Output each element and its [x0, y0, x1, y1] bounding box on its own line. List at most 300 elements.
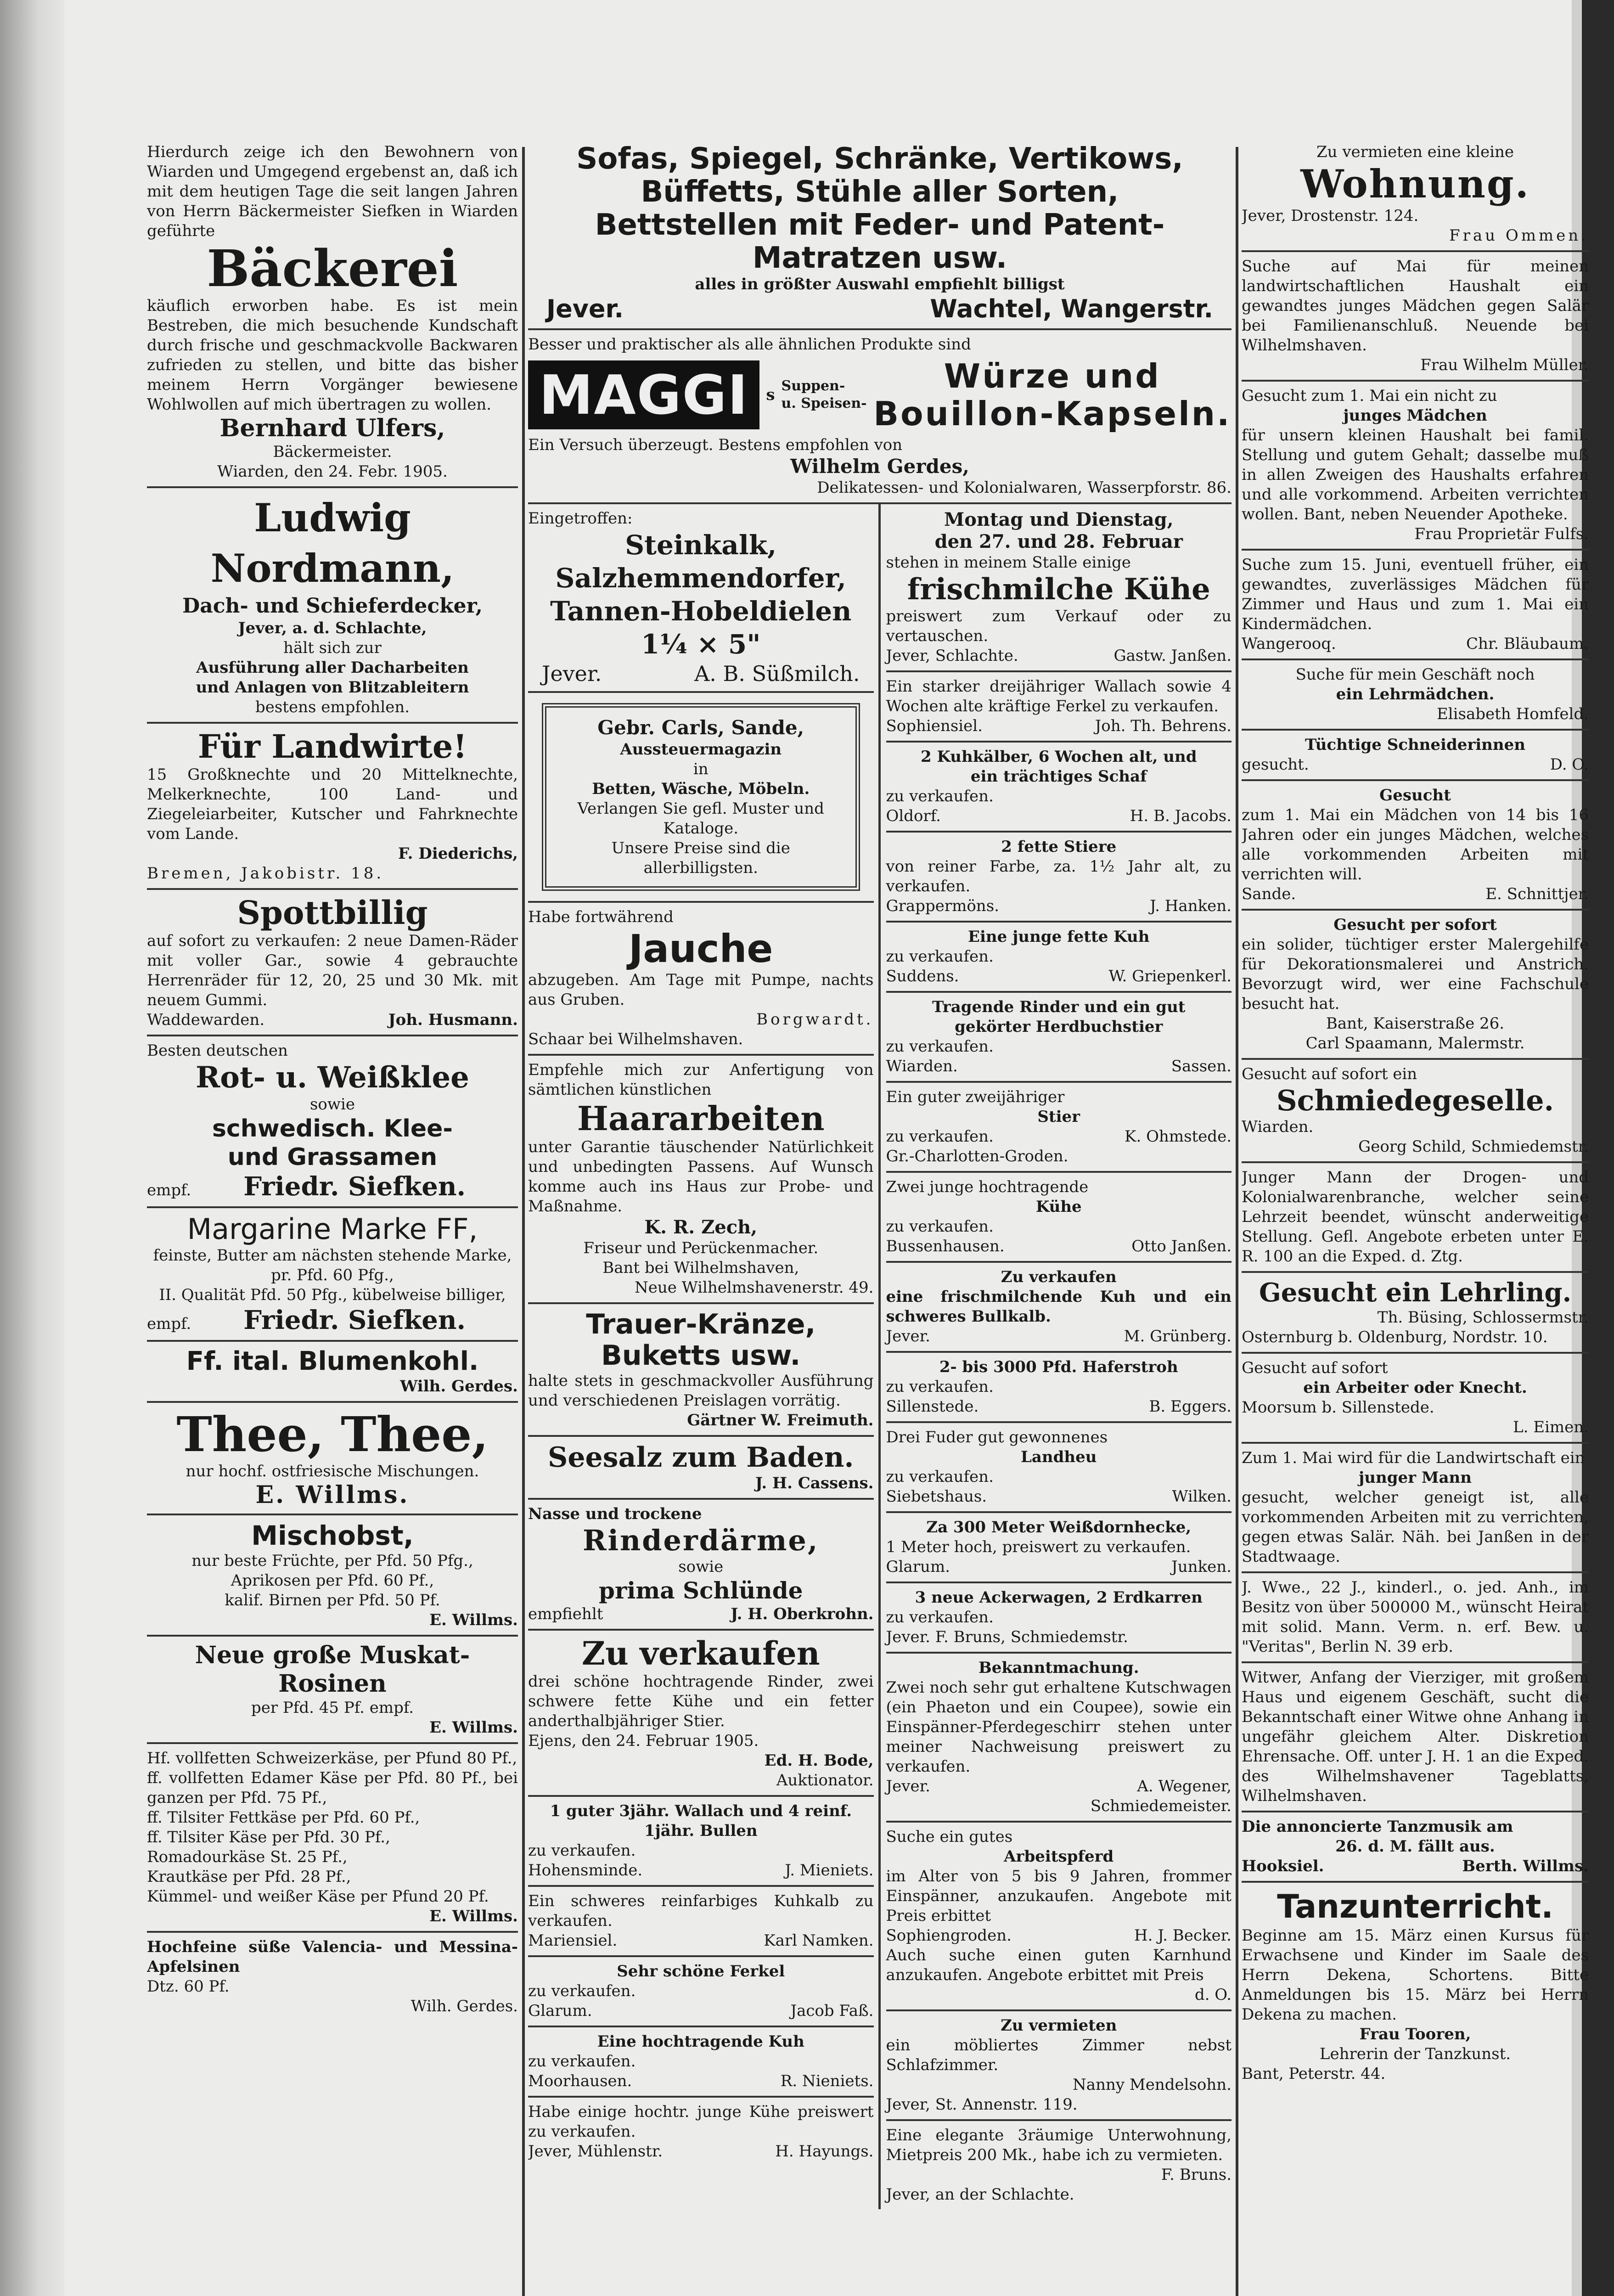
ad-text: Suppen-: [781, 378, 845, 394]
ad-headline: Wohnung.: [1300, 161, 1530, 207]
ad-text: Ein starker dreijähriger Wallach sowie 4 Wochen alte kräftige Ferkel zu verkaufen.: [886, 677, 1232, 715]
ad-signature: d. O.: [1194, 1986, 1232, 2004]
ad-headline: Spottbillig: [237, 894, 428, 932]
ad-text: Bant bei Wilhelmshaven,: [602, 1259, 799, 1277]
ad-headline: Sehr schöne Ferkel: [617, 1962, 785, 1981]
ad-text: sowie: [678, 1558, 724, 1576]
ad-text: Krautkäse per Pfd. 28 Pf.,: [147, 1868, 351, 1886]
ad-headline: Landheu: [1020, 1448, 1097, 1466]
ad-headline: Für Landwirte!: [197, 727, 467, 765]
ad-headline: Tragende Rinder und ein gut: [932, 998, 1186, 1016]
ad-signature: Jever. F. Bruns, Schmiedemstr.: [886, 1628, 1128, 1646]
ad-spottbillig: [147, 890, 518, 1036]
ad-signature: Joh. Husmann.: [388, 1011, 518, 1029]
ad-text: nur beste Früchte, per Pfd. 50 Pfg.,: [191, 1552, 473, 1570]
ad-headline: Zu vermieten: [1001, 2016, 1117, 2035]
ad-text: feinste, Butter am nächsten stehende Marke, pr. Pfd. 60 Pfg.,: [153, 1246, 512, 1284]
ad-text: Dtz. 60 Pf.: [147, 1977, 230, 1996]
ad-signature: J. H. Oberkrohn.: [731, 1605, 874, 1623]
ad-rinder: [528, 1500, 874, 1631]
ad-signature: Wilhelm Gerdes,: [790, 455, 969, 478]
ad-signature: Otto Janßen.: [1131, 1237, 1232, 1255]
ad-text: Zwei noch sehr gut erhaltene Kutschwagen (ein Phaeton und ein Coupee), sowie ein Einspänner-Pferdegeschirr stehen unter meiner Nachweisung preiswert zu verkaufen.: [886, 1678, 1232, 1776]
ad-text: Zwei junge hochtragende: [886, 1178, 1089, 1196]
ad-headline: Zu verkaufen: [1001, 1268, 1117, 1286]
ad-headline: Tanzunterricht.: [1277, 1888, 1553, 1925]
middle-subcolumns: [528, 504, 1232, 2209]
ad-text: Drei Fuder gut gewonnenes: [886, 1428, 1108, 1446]
ad-text: Hf. vollfetten Schweizerkäse, per Pfund 80 Pf.,: [147, 1749, 517, 1767]
ad-text: Junger Mann der Drogen- und Kolonialwarenbranche, welcher seine Lehrzeit beendet, wünscht anderweitige Stellung. Gefl. Angebote erbeten unter E. R. 100 an die Exped. d. Ztg.: [1242, 1168, 1589, 1266]
ad-text: Ein guter zweijähriger: [886, 1088, 1065, 1106]
ad-signature: Wilh. Gerdes.: [411, 1997, 518, 2015]
ad-text: Wiarden, den 24. Febr. 1905.: [217, 462, 448, 481]
ad-blumenkohl: [147, 1342, 518, 1403]
ad-place: Glarum.: [528, 2002, 592, 2020]
ad-headline: Neue große Muskat-Rosinen: [195, 1641, 470, 1698]
ad-signature: D. O.: [1550, 755, 1589, 774]
ad-headline: 3 neue Ackerwagen, 2 Erdkarren: [915, 1588, 1203, 1607]
ad-signature: Chr. Bläubaum.: [1466, 635, 1589, 653]
ad-place: Wangerooq.: [1242, 635, 1336, 653]
ad-headline: ein Arbeiter oder Knecht.: [1303, 1379, 1527, 1397]
ad-freimuth: [528, 1304, 874, 1437]
ad-headline: Tüchtige Schneiderinnen: [1305, 736, 1525, 754]
ad-signature: J. H. Cassens.: [755, 1474, 874, 1492]
column-middle-right: [881, 504, 1232, 2209]
ad-headline: Rot- u. Weißklee: [196, 1060, 469, 1095]
ad-text: Kümmel- und weißer Käse per Pfund 20 Pf.: [147, 1887, 489, 1906]
ad-text: empf.: [147, 1181, 191, 1199]
ad-headline: Bettstellen mit Feder- und Patent-: [595, 208, 1165, 242]
ad-signature: Wilken.: [1172, 1487, 1232, 1506]
ad-text: ein möbliertes Zimmer nebst Schlafzimmer.: [886, 2036, 1232, 2074]
ad-text: Nasse und trockene: [528, 1505, 702, 1523]
ad-headline: Büffetts, Stühle aller Sorten,: [641, 175, 1119, 209]
ad-signature: H. B. Jacobs.: [1130, 807, 1232, 825]
ad-text: zu verkaufen.: [528, 1841, 636, 1860]
ad-signature: A. Wegener,: [1137, 1777, 1232, 1795]
ad-eggers: [886, 1353, 1232, 1423]
ad-headline: Gesucht: [1379, 786, 1451, 805]
ad-signature: J. Mieniets.: [785, 1861, 874, 1880]
ad-text: Auktionator.: [776, 1771, 874, 1790]
ad-text: gesucht, welcher geneigt ist, alle vorkommenden Arbeiten mit zu verrichten, gegen etwas Salär. Näh. bei Janßen in der Stadtwaage.: [1242, 1488, 1589, 1566]
ad-text: Gesucht zum 1. Mai ein nicht zu: [1242, 387, 1497, 405]
ad-ommen: [1242, 138, 1589, 252]
ad-signature: Jacob Faß.: [790, 2002, 874, 2020]
ad-text: von reiner Farbe, za. 1½ Jahr alt, zu verkaufen.: [886, 857, 1232, 895]
ad-fass: [528, 1957, 874, 2027]
ad-landwirte: [147, 724, 518, 890]
ad-headline: Ff. ital. Blumenkohl.: [186, 1346, 479, 1376]
ad-maggi: [528, 330, 1232, 504]
ad-becker: [886, 1823, 1232, 2011]
ad-text: preiswert zum Verkauf oder zu vertauschen.: [886, 607, 1232, 645]
ad-signature: K. Ohmstede.: [1125, 1127, 1232, 1146]
ad-text: bestens empfohlen.: [255, 698, 410, 716]
ad-headline: Buketts usw.: [601, 1339, 801, 1372]
ad-place: Jever.: [546, 294, 624, 323]
ad-headline: Bäckerei: [207, 239, 458, 298]
ad-headline: Tannen-Hobeldielen 1¼ × 5": [550, 596, 852, 660]
ad-signature: B. Eggers.: [1149, 1397, 1232, 1416]
ad-text: J. Wwe., 22 J., kinderl., o. jed. Anh., im Besitz von über 500000 M., wünscht Heirat mit solid. Mann. Verm. n. erf. Bew. u. "Veritas", Berlin N. 39 erb.: [1242, 1578, 1589, 1656]
ad-signature: H. Hayungs.: [775, 2142, 874, 2161]
ad-signature: Frau Ommen.: [1449, 226, 1589, 245]
ad-text: Neue Wilhelmshavenerstr. 49.: [635, 1278, 874, 1297]
ad-text: hält sich zur: [283, 639, 382, 657]
ad-text: stehen in meinem Stalle einige: [886, 553, 1131, 572]
ad-place: Jever, St. Annenstr. 119.: [886, 2095, 1078, 2114]
ad-carls: [528, 693, 874, 903]
ad-headline: Matratzen usw.: [752, 241, 1007, 275]
ad-headline: gekörter Herdbuchstier: [955, 1018, 1163, 1036]
ad-place: Hooksiel.: [1242, 1857, 1324, 1875]
ad-rosinen: [147, 1637, 518, 1744]
ad-text: ff. Tilsiter Fettkäse per Pfd. 60 Pf.,: [147, 1808, 420, 1827]
ad-text: Suche für mein Geschäft noch: [1295, 665, 1535, 684]
ad-headline: frischmilche Kühe: [907, 572, 1210, 607]
ad-eimen: [1242, 1354, 1589, 1444]
ad-signature: Sassen.: [1171, 1057, 1232, 1075]
column-rule-right: [1236, 147, 1238, 2296]
ad-headline: den 27. und 28. Februar: [934, 531, 1183, 552]
ad-signature: Nanny Mendelsohn.: [1073, 2076, 1232, 2094]
ad-text: für unsern kleinen Haushalt bei famil. Stellung und gutem Gehalt; dasselbe muß in allen Zweigen des Haushalts erfahren und alle vorkommend. Arbeiten verrichten wollen. Bant, neben Neuender Apotheke.: [1242, 426, 1589, 523]
ad-namken: [528, 1887, 874, 1957]
ad-heirat: [1242, 1573, 1589, 1663]
ad-text: zu verkaufen.: [886, 1608, 994, 1626]
ad-signature: Frau Proprietär Fulfs.: [1414, 525, 1589, 543]
ad-signature: Georg Schild, Schmiedemstr.: [1358, 1137, 1589, 1156]
ad-text: zu verkaufen.: [528, 1982, 636, 2000]
ad-headline: junges Mädchen: [1343, 406, 1487, 425]
ad-signature: E. Willms.: [255, 1481, 410, 1509]
ad-headline: junger Mann: [1358, 1469, 1472, 1487]
ad-headline: 2- bis 3000 Pfd. Haferstroh: [939, 1358, 1178, 1376]
ad-text: ff. Tilsiter Käse per Pfd. 30 Pf.,: [147, 1828, 390, 1846]
ad-signature: M. Grünberg.: [1124, 1327, 1232, 1345]
ad-place: Jever, an der Schlachte.: [886, 2185, 1074, 2204]
ad-blaeubaum: [1242, 551, 1589, 660]
column-middle-left: [528, 504, 881, 2209]
ad-text: Beginne am 15. März einen Kursus für Erwachsene und Kinder im Saale des Herrn Dekena, Schortens. Bitte Anmeldungen bis 15. März bei Herrn Dekena zu machen.: [1242, 1926, 1589, 2024]
ad-text: zu verkaufen.: [886, 1127, 994, 1146]
ad-place: Jever, Schlachte.: [886, 647, 1018, 665]
ad-place: Jever, Mühlenstr.: [528, 2142, 663, 2161]
ad-text: Gesucht auf sofort: [1242, 1359, 1388, 1377]
ad-text: u. Speisen-: [781, 395, 867, 411]
ad-text: Betten, Wäsche, Möbeln.: [592, 780, 810, 798]
ad-text: Lehrerin der Tanzkunst.: [1319, 2045, 1511, 2063]
ad-text: Ausführung aller Dacharbeiten: [196, 658, 469, 677]
ad-text: halte stets in geschmackvoller Ausführung und verschiedenen Preislagen vorrätig.: [528, 1372, 874, 1410]
ad-hanken: [886, 833, 1232, 923]
ad-text: Ein Versuch überzeugt. Bestens empfohlen von: [528, 436, 903, 454]
ad-signature: E. Willms.: [429, 1611, 518, 1629]
ad-text: Jever, a. d. Schlachte,: [238, 619, 427, 637]
ad-text: empf.: [147, 1315, 191, 1333]
ad-text: per Pfd. 45 Pf. empf.: [251, 1699, 414, 1717]
ad-tanzmusik: [1242, 1812, 1589, 1883]
ad-subheadline: und Grassamen: [227, 1143, 438, 1171]
ad-klee: [147, 1036, 518, 1208]
ad-text: in: [693, 760, 709, 778]
ad-text: Unsere Preise sind die allerbilligsten.: [611, 839, 790, 877]
ad-headline: 2 fette Stiere: [1001, 838, 1117, 856]
column-middle: [528, 138, 1232, 2296]
ad-text: Habe einige hochtr. junge Kühe preiswert zu verkaufen.: [528, 2103, 874, 2141]
ad-text: abzugeben. Am Tage mit Pumpe, nachts aus Gruben.: [528, 971, 874, 1009]
ad-signature: E. Willms.: [429, 1907, 518, 1925]
ad-text: Habe fortwährend: [528, 908, 674, 926]
ad-place: Bant, Peterstr. 44.: [1242, 2065, 1386, 2083]
ad-headline: Mischobst,: [251, 1520, 414, 1551]
ad-haar: [528, 1056, 874, 1304]
ad-drogen: [1242, 1163, 1589, 1273]
ad-text: nur hochf. ostfriesische Mischungen.: [186, 1462, 479, 1480]
ad-apfelsinen: [147, 1933, 518, 2021]
ad-wilken: [886, 1423, 1232, 1513]
ad-signature: F. Bruns.: [1161, 2166, 1232, 2184]
ad-text: eine frischmilchende Kuh und ein schweres Bullkalb.: [886, 1288, 1232, 1326]
ad-text: Aprikosen per Pfd. 60 Pf.,: [231, 1571, 434, 1590]
ad-headline: Zu verkaufen: [581, 1634, 820, 1672]
ad-headline: 2 Kuhkälber, 6 Wochen alt, und: [921, 748, 1197, 766]
ad-text: Hierdurch zeige ich den Bewohnern von Wiarden und Umgegend ergebenst an, daß ich mit dem heutigen Tage die seit langen Jahren von Herrn Bäckermeister Siefken in Wiarden geführte: [147, 143, 518, 240]
ad-place: Moorhausen.: [528, 2072, 632, 2090]
ad-place: Jever.: [886, 1777, 930, 1795]
ad-text: zum 1. Mai ein Mädchen von 14 bis 16 Jahren oder ein junges Mädchen, welches alle vorkommenden Arbeiten mit verrichten will.: [1242, 806, 1589, 884]
ad-place: Bant, Kaiserstraße 26.: [1326, 1014, 1505, 1033]
ad-text: Suche ein gutes: [886, 1828, 1013, 1846]
ad-headline: Jauche: [629, 926, 773, 971]
ad-margarine: [147, 1208, 518, 1342]
ad-headline: 1 guter 3jähr. Wallach und 4 reinf. 1jähr. Bullen: [550, 1802, 852, 1840]
ad-signature: Borgwardt.: [756, 1010, 874, 1029]
ad-headline: ein trächtiges Schaf: [970, 767, 1147, 786]
ad-headline: Seesalz zum Baden.: [548, 1441, 854, 1474]
ad-text: 15 Großknechte und 20 Mittelknechte, Melkerknechte, 100 Land- und Ziegeleiarbeiter, Kutscher und Fahrknechte vom Lande.: [147, 765, 518, 843]
ad-signature: Wilh. Gerdes.: [400, 1377, 518, 1396]
ad-place: Glarum.: [886, 1558, 950, 1576]
ad-kaese: [147, 1744, 518, 1933]
ad-signature: Bernhard Ulfers,: [219, 414, 445, 442]
ad-place: Waddewarden.: [147, 1011, 265, 1029]
ad-headline: ein Lehrmädchen.: [1336, 685, 1495, 703]
ad-place: Hohensminde.: [528, 1861, 643, 1880]
ad-janssen-2: [886, 1173, 1232, 1263]
ad-mueller: [1242, 252, 1589, 382]
ad-headline: Gebr. Carls, Sande,: [597, 716, 804, 739]
ad-junken: [886, 1513, 1232, 1583]
ad-witwer: [1242, 1663, 1589, 1812]
ad-text: Besser und praktischer als alle ähnlichen Produkte sind: [528, 335, 971, 354]
ad-place: Jever.: [886, 1327, 930, 1345]
ad-signature: A. B. Süßmilch.: [694, 661, 860, 686]
ad-text: 1 Meter hoch, preiswert zu verkaufen.: [886, 1538, 1191, 1556]
ad-text: käuflich erworben habe. Es ist mein Bestreben, die mich besuchende Kundschaft durch frische und geschmackvolle Backwaren zufrieden zu stellen, und bitte das bisher meinem Herrn Vorgänger bewiesene Wohlwollen auf mich übertragen zu wollen.: [147, 297, 518, 414]
ad-text: Friseur und Perückenmacher.: [583, 1239, 819, 1257]
ad-headline: Bekanntmachung.: [978, 1659, 1139, 1677]
ad-griepenkerl: [886, 923, 1232, 993]
ad-headline: Rinderdärme,: [583, 1524, 819, 1557]
ad-headline: Za 300 Meter Weißdornhecke,: [926, 1518, 1192, 1536]
ad-text: Gesucht auf sofort ein: [1242, 1065, 1417, 1083]
ad-behrens: [886, 672, 1232, 743]
ad-jacobs: [886, 743, 1232, 833]
ad-signature: F. Diederichs,: [398, 844, 518, 863]
ad-place: Suddens.: [886, 967, 959, 985]
ad-homfeld: [1242, 660, 1589, 731]
ad-signature: Carl Spaamann, Malermstr.: [1305, 1034, 1525, 1052]
ad-fulfs: [1242, 382, 1589, 551]
ad-place: Sophiengroden.: [886, 1926, 1012, 1945]
ad-headline: 26. d. M. fällt aus.: [1335, 1837, 1495, 1856]
ad-text: zu verkaufen.: [886, 1037, 994, 1056]
ad-mieniets: [528, 1797, 874, 1887]
ad-buesing: [1242, 1273, 1589, 1354]
ornament-box: [542, 703, 860, 891]
ad-place: Wiarden.: [886, 1057, 958, 1075]
ad-tanzunterricht: [1242, 1883, 1589, 2088]
ad-headline: Trauer-Kränze,: [586, 1308, 816, 1340]
ad-text: Suche auf Mai für meinen landwirtschaftlichen Haushalt ein gewandtes junges Mädchen gegen Salär bei Familienanschluß. Neuende bei Wilhelmshaven.: [1242, 257, 1589, 355]
ad-headline: Kühe: [1035, 1198, 1082, 1216]
ad-text: ein solider, tüchtiger erster Malergehilfe für Dekorationsmalerei und Anstrich. Bevorzugt wird, wer eine Fachschule besucht hat.: [1242, 935, 1589, 1013]
ad-suessmilch: [528, 504, 874, 693]
ad-text: unter Garantie täuschender Natürlichkeit und unbedingten Passens. Auf Wunsch komme auch ins Haus zur Probe- und Maßnahme.: [528, 1138, 874, 1216]
ad-place: Sande.: [1242, 885, 1296, 903]
ad-text: sowie: [309, 1095, 355, 1114]
ad-text: Ein schweres reinfarbiges Kuhkalb zu verkaufen.: [528, 1892, 874, 1930]
ad-jauche: [528, 903, 874, 1056]
ad-text: Schaar bei Wilhelmshaven.: [528, 1030, 743, 1048]
ad-signature: Frau Wilhelm Müller.: [1420, 356, 1589, 374]
ad-seesalz: [528, 1437, 874, 1500]
ad-text: II. Qualität Pfd. 50 Pfg., kübelweise billiger,: [159, 1286, 506, 1304]
ad-text: zu verkaufen.: [886, 1217, 994, 1236]
book-binding: [0, 0, 64, 2296]
ad-text: Suche zum 15. Juni, eventuell früher, ein gewandtes, zuverlässiges Mädchen für Zimmer und Haus und zum 1. Mai ein Kindermädchen.: [1242, 556, 1589, 633]
ad-headline: Sofas, Spiegel, Schränke, Vertikows,: [576, 142, 1183, 176]
ad-place: Wiarden.: [1242, 1118, 1314, 1136]
column-rule-left: [522, 147, 525, 2296]
ad-text: s: [766, 386, 775, 404]
ad-text: Verlangen Sie gefl. Muster und Kataloge.: [577, 799, 824, 838]
ad-headline: Die annoncierte Tanzmusik am: [1242, 1818, 1513, 1836]
ad-headline: Ludwig Nordmann,: [210, 495, 455, 591]
ad-subheadline: prima Schlünde: [599, 1577, 803, 1604]
ad-headline: Steinkalk, Salzhemmendorfer,: [555, 529, 846, 594]
ad-place: Gr.-Charlotten-Groden.: [886, 1147, 1069, 1165]
ad-mischobst: [147, 1515, 518, 1637]
ad-headline: Eine junge fette Kuh: [968, 928, 1150, 946]
ad-text: Empfehle mich zur Anfertigung von sämtlichen künstlichen: [528, 1061, 874, 1099]
ad-bruns: [886, 1583, 1232, 1654]
ad-text: Delikatessen- und Kolonialwaren, Wasserpforstr. 86.: [817, 478, 1232, 497]
ad-text: Auch suche einen guten Karnhund anzukaufen. Angebote erbittet mit Preis: [886, 1946, 1232, 1984]
ad-schild: [1242, 1060, 1589, 1163]
ad-text: Besten deutschen: [147, 1041, 288, 1060]
column-left: [147, 138, 518, 2296]
ad-headline: Hochfeine süße Valencia- und Messina-Apfelsinen: [147, 1938, 518, 1976]
ad-hayungs: [528, 2098, 874, 2166]
ad-text: empfiehlt: [528, 1605, 603, 1623]
ad-text: im Alter von 5 bis 9 Jahren, frommer Einspänner, anzukaufen. Angebote mit Preis erbittet: [886, 1867, 1232, 1925]
ad-signature: Frau Tooren,: [1359, 2025, 1471, 2043]
ad-text: und Anlagen von Blitzableitern: [196, 678, 469, 697]
ad-signature: E. Willms.: [429, 1718, 518, 1737]
ad-subheadline: schwedisch. Klee-: [212, 1115, 453, 1142]
ad-text: zu verkaufen.: [886, 947, 994, 966]
ad-wegener: [886, 1654, 1232, 1823]
ad-text: Dach- und Schieferdecker,: [182, 594, 483, 618]
ad-janssen: [886, 504, 1232, 672]
ad-signature: Ed. H. Bode,: [764, 1751, 874, 1770]
ad-place: Sillenstede.: [886, 1397, 979, 1416]
ad-signature: Elisabeth Homfeld.: [1436, 705, 1589, 723]
ad-text: Aussteuermagazin: [620, 740, 782, 759]
ad-text: zu verkaufen.: [886, 787, 994, 805]
ad-text: zu verkaufen.: [886, 1468, 994, 1486]
ad-signature: W. Griepenkerl.: [1108, 967, 1232, 985]
ad-nordmann: [147, 488, 518, 724]
ad-signature: Junken.: [1171, 1558, 1232, 1576]
ad-schnittjer: [1242, 781, 1589, 911]
ad-signature: Friedr. Siefken.: [243, 1171, 466, 1202]
ad-signature: J. Hanken.: [1150, 897, 1232, 915]
ad-signature: Berth. Willms.: [1462, 1857, 1589, 1875]
ad-text: Witwer, Anfang der Vierziger, mit großem Haus und eigenem Geschäft, sucht die Bekanntschaft einer Witwe ohne Anhang in ungefähr gleichem Alter. Diskretion Ehrensache. Off. unter J. H. 1 an die Exped. des Wilhelmshavener Tageblatts, Wilhelmshaven.: [1242, 1668, 1589, 1805]
ad-bruns-2: [886, 2121, 1232, 2209]
ad-signature: Friedr. Siefken.: [243, 1305, 466, 1335]
ad-place: Jever.: [542, 661, 602, 686]
ad-text: Ejens, den 24. Februar 1905.: [528, 1732, 759, 1750]
maggi-logo: MAGGI: [528, 360, 759, 429]
ad-headline: Margarine Marke FF,: [187, 1212, 478, 1246]
ad-headline: Bouillon-Kapseln.: [873, 394, 1232, 433]
ad-wachtel: [528, 138, 1232, 330]
ad-text: Bremen, Jakobistr. 18.: [147, 864, 384, 883]
ad-place: Grappermöns.: [886, 897, 999, 915]
ad-mendelsohn: [886, 2011, 1232, 2121]
ad-headline: Schmiedegeselle.: [1276, 1084, 1554, 1117]
ad-text: ff. vollfetten Edamer Käse per Pfd. 80 Pf., bei ganzen per Pfd. 75 Pf.,: [147, 1769, 518, 1807]
ad-signature: Wachtel, Wangerstr.: [930, 294, 1213, 323]
ad-headline: Thee, Thee,: [176, 1406, 489, 1463]
ad-signature: Karl Namken.: [764, 1931, 874, 1950]
ad-signature: H. J. Becker.: [1134, 1926, 1232, 1945]
ad-text: Jever, Drostenstr. 124.: [1242, 207, 1419, 225]
ad-text: Eine elegante 3räumige Unterwohnung, Mietpreis 200 Mk., habe ich zu vermieten.: [886, 2126, 1232, 2164]
ad-text: auf sofort zu verkaufen: 2 neue Damen-Räder mit voller Gar., sowie 4 gebrauchte Herrenräder für 12, 20, 25 und 30 Mk. mit neuem Gummi.: [147, 932, 518, 1009]
ad-signature: E. Schnittjer.: [1485, 885, 1589, 903]
ad-janssen-stadtwaage: [1242, 1444, 1589, 1573]
ad-bode: [528, 1631, 874, 1797]
ad-text: Eingetroffen:: [528, 509, 633, 528]
ad-text: zu verkaufen.: [528, 2052, 636, 2071]
ad-place: Bussenhausen.: [886, 1237, 1005, 1255]
ad-text: Romadourkäse St. 25 Pf.,: [147, 1848, 348, 1866]
ad-signature: R. Nieniets.: [780, 2072, 874, 2090]
ad-text: kalif. Birnen per Pfd. 50 Pf.: [225, 1591, 440, 1609]
ad-place: Sophiensiel.: [886, 717, 983, 735]
ad-text: Bäckermeister.: [273, 443, 392, 461]
ad-sassen: [886, 993, 1232, 1083]
ad-place: Mariensiel.: [528, 1931, 618, 1950]
